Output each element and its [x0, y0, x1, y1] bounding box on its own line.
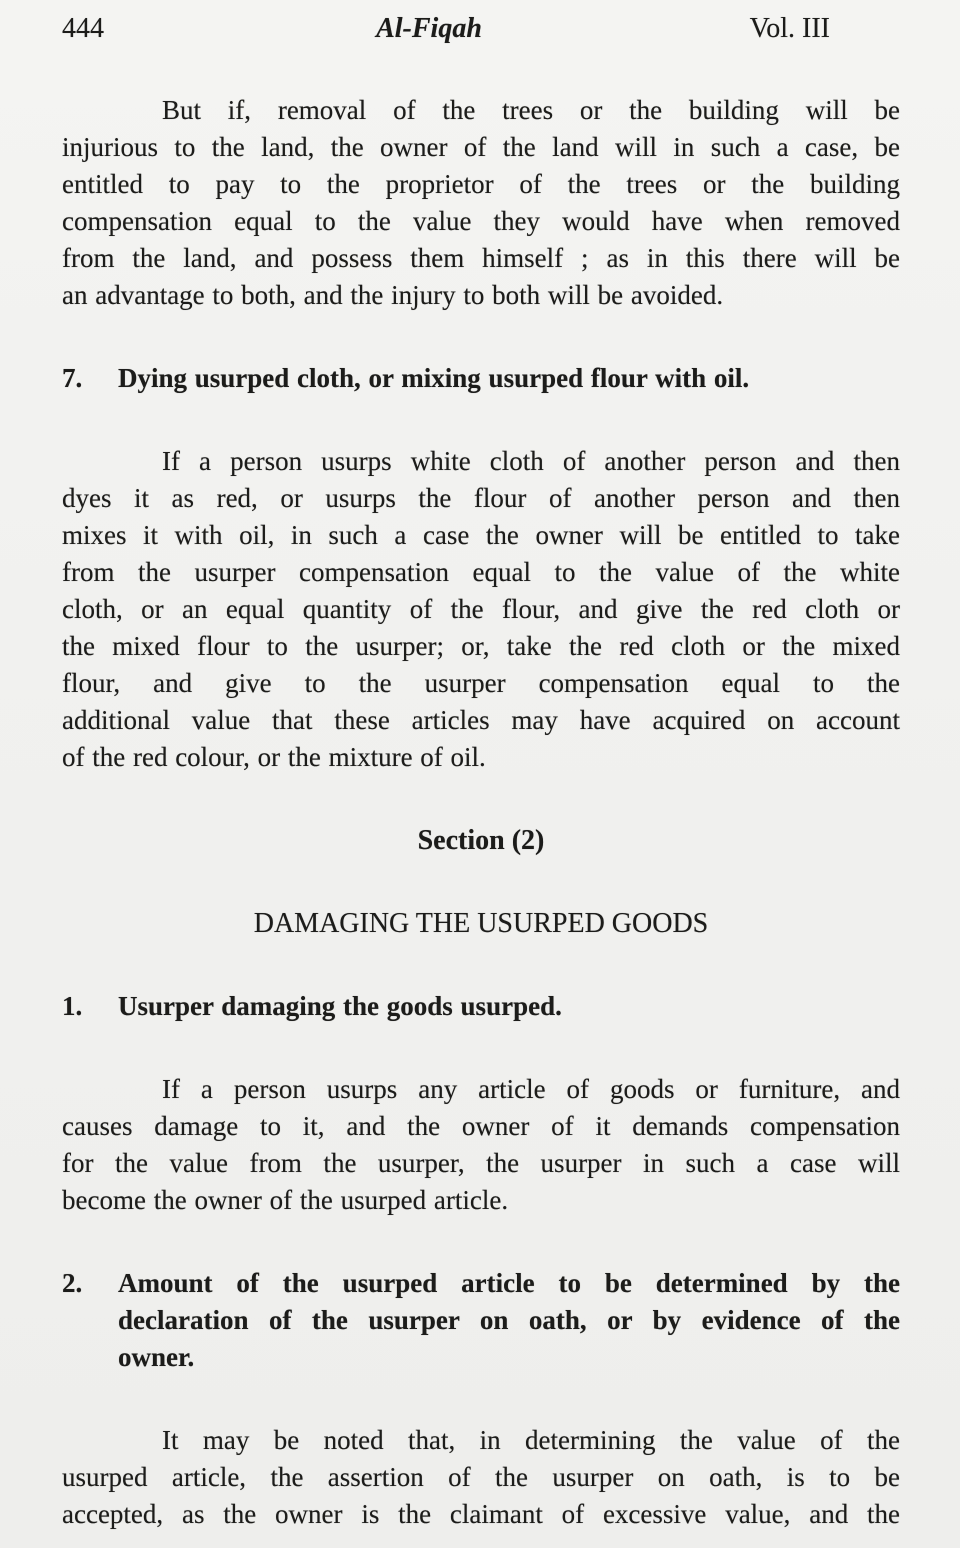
heading-text: [118, 360, 900, 397]
text-line: But if, removal of the trees or the building will be: [162, 95, 900, 125]
section-number-heading: Section (2): [417, 825, 545, 856]
text-line: compensation equal to the value they would have when removed: [62, 206, 900, 236]
text-line: cloth, or an equal quantity of the flour, and give the red cloth or: [62, 594, 900, 624]
text-line: entitled to pay to the proprietor of the trees or the building: [62, 169, 900, 199]
heading-2: [62, 1265, 900, 1376]
text-line: of the red colour, or the mixture of oil.: [62, 742, 486, 772]
heading-line: Usurper damaging the goods usurped.: [118, 991, 562, 1021]
book-title: Al-Fiqah: [376, 13, 482, 44]
text-line: injurious to the land, the owner of the land will in such a case, be: [62, 132, 900, 162]
heading-text: [118, 1265, 900, 1376]
text-line: If a person usurps any article of goods or furniture, and: [162, 1074, 900, 1104]
heading-7: [62, 360, 900, 397]
text-line: the mixed flour to the usurper; or, take the red cloth or the mixed: [62, 631, 900, 661]
paragraph-3: [62, 1071, 900, 1219]
page-number: 444: [62, 13, 104, 44]
text-line: dyes it as red, or usurps the flour of another person and then: [62, 483, 900, 513]
heading-text: [118, 988, 900, 1025]
text-line: an advantage to both, and the injury to both will be avoided.: [62, 280, 724, 310]
text-line: usurped article, the assertion of the usurper on oath, is to be: [62, 1462, 900, 1492]
text-line: accepted, as the owner is the claimant of excessive value, and the: [62, 1499, 900, 1529]
heading-line: Amount of the usurped article to be determined by the: [118, 1268, 900, 1298]
heading-number: 2.: [62, 1268, 83, 1298]
text-line: mixes it with oil, in such a case the owner will be entitled to take: [62, 520, 900, 550]
section-title-heading: DAMAGING THE USURPED GOODS: [253, 908, 709, 939]
text-line: become the owner of the usurped article.: [62, 1185, 509, 1215]
heading-line: owner.: [118, 1342, 195, 1372]
heading-number: 1.: [62, 991, 83, 1021]
text-line: from the land, and possess them himself ; as in this there will be: [62, 243, 900, 273]
paragraph-2: [62, 443, 900, 776]
text-line: for the value from the usurper, the usurper in such a case will: [62, 1148, 900, 1178]
text-line: from the usurper compensation equal to the value of the white: [62, 557, 900, 587]
paragraph-1: [62, 92, 900, 314]
text-line: additional value that these articles may have acquired on account: [62, 705, 900, 735]
page-body: [62, 92, 900, 1533]
page-header: [62, 12, 900, 46]
paragraph-4: [62, 1422, 900, 1533]
text-line: flour, and give to the usurper compensation equal to the: [62, 668, 900, 698]
volume-label: Vol. III: [749, 13, 830, 44]
heading-number: 7.: [62, 363, 83, 393]
heading-line: Dying usurped cloth, or mixing usurped flour with oil.: [118, 363, 750, 393]
text-line: If a person usurps white cloth of another person and then: [162, 446, 900, 476]
text-line: causes damage to it, and the owner of it demands compensation: [62, 1111, 900, 1141]
text-line: It may be noted that, in determining the value of the: [162, 1425, 900, 1455]
heading-line: declaration of the usurper on oath, or by evidence of the: [118, 1305, 900, 1335]
heading-1: [62, 988, 900, 1025]
